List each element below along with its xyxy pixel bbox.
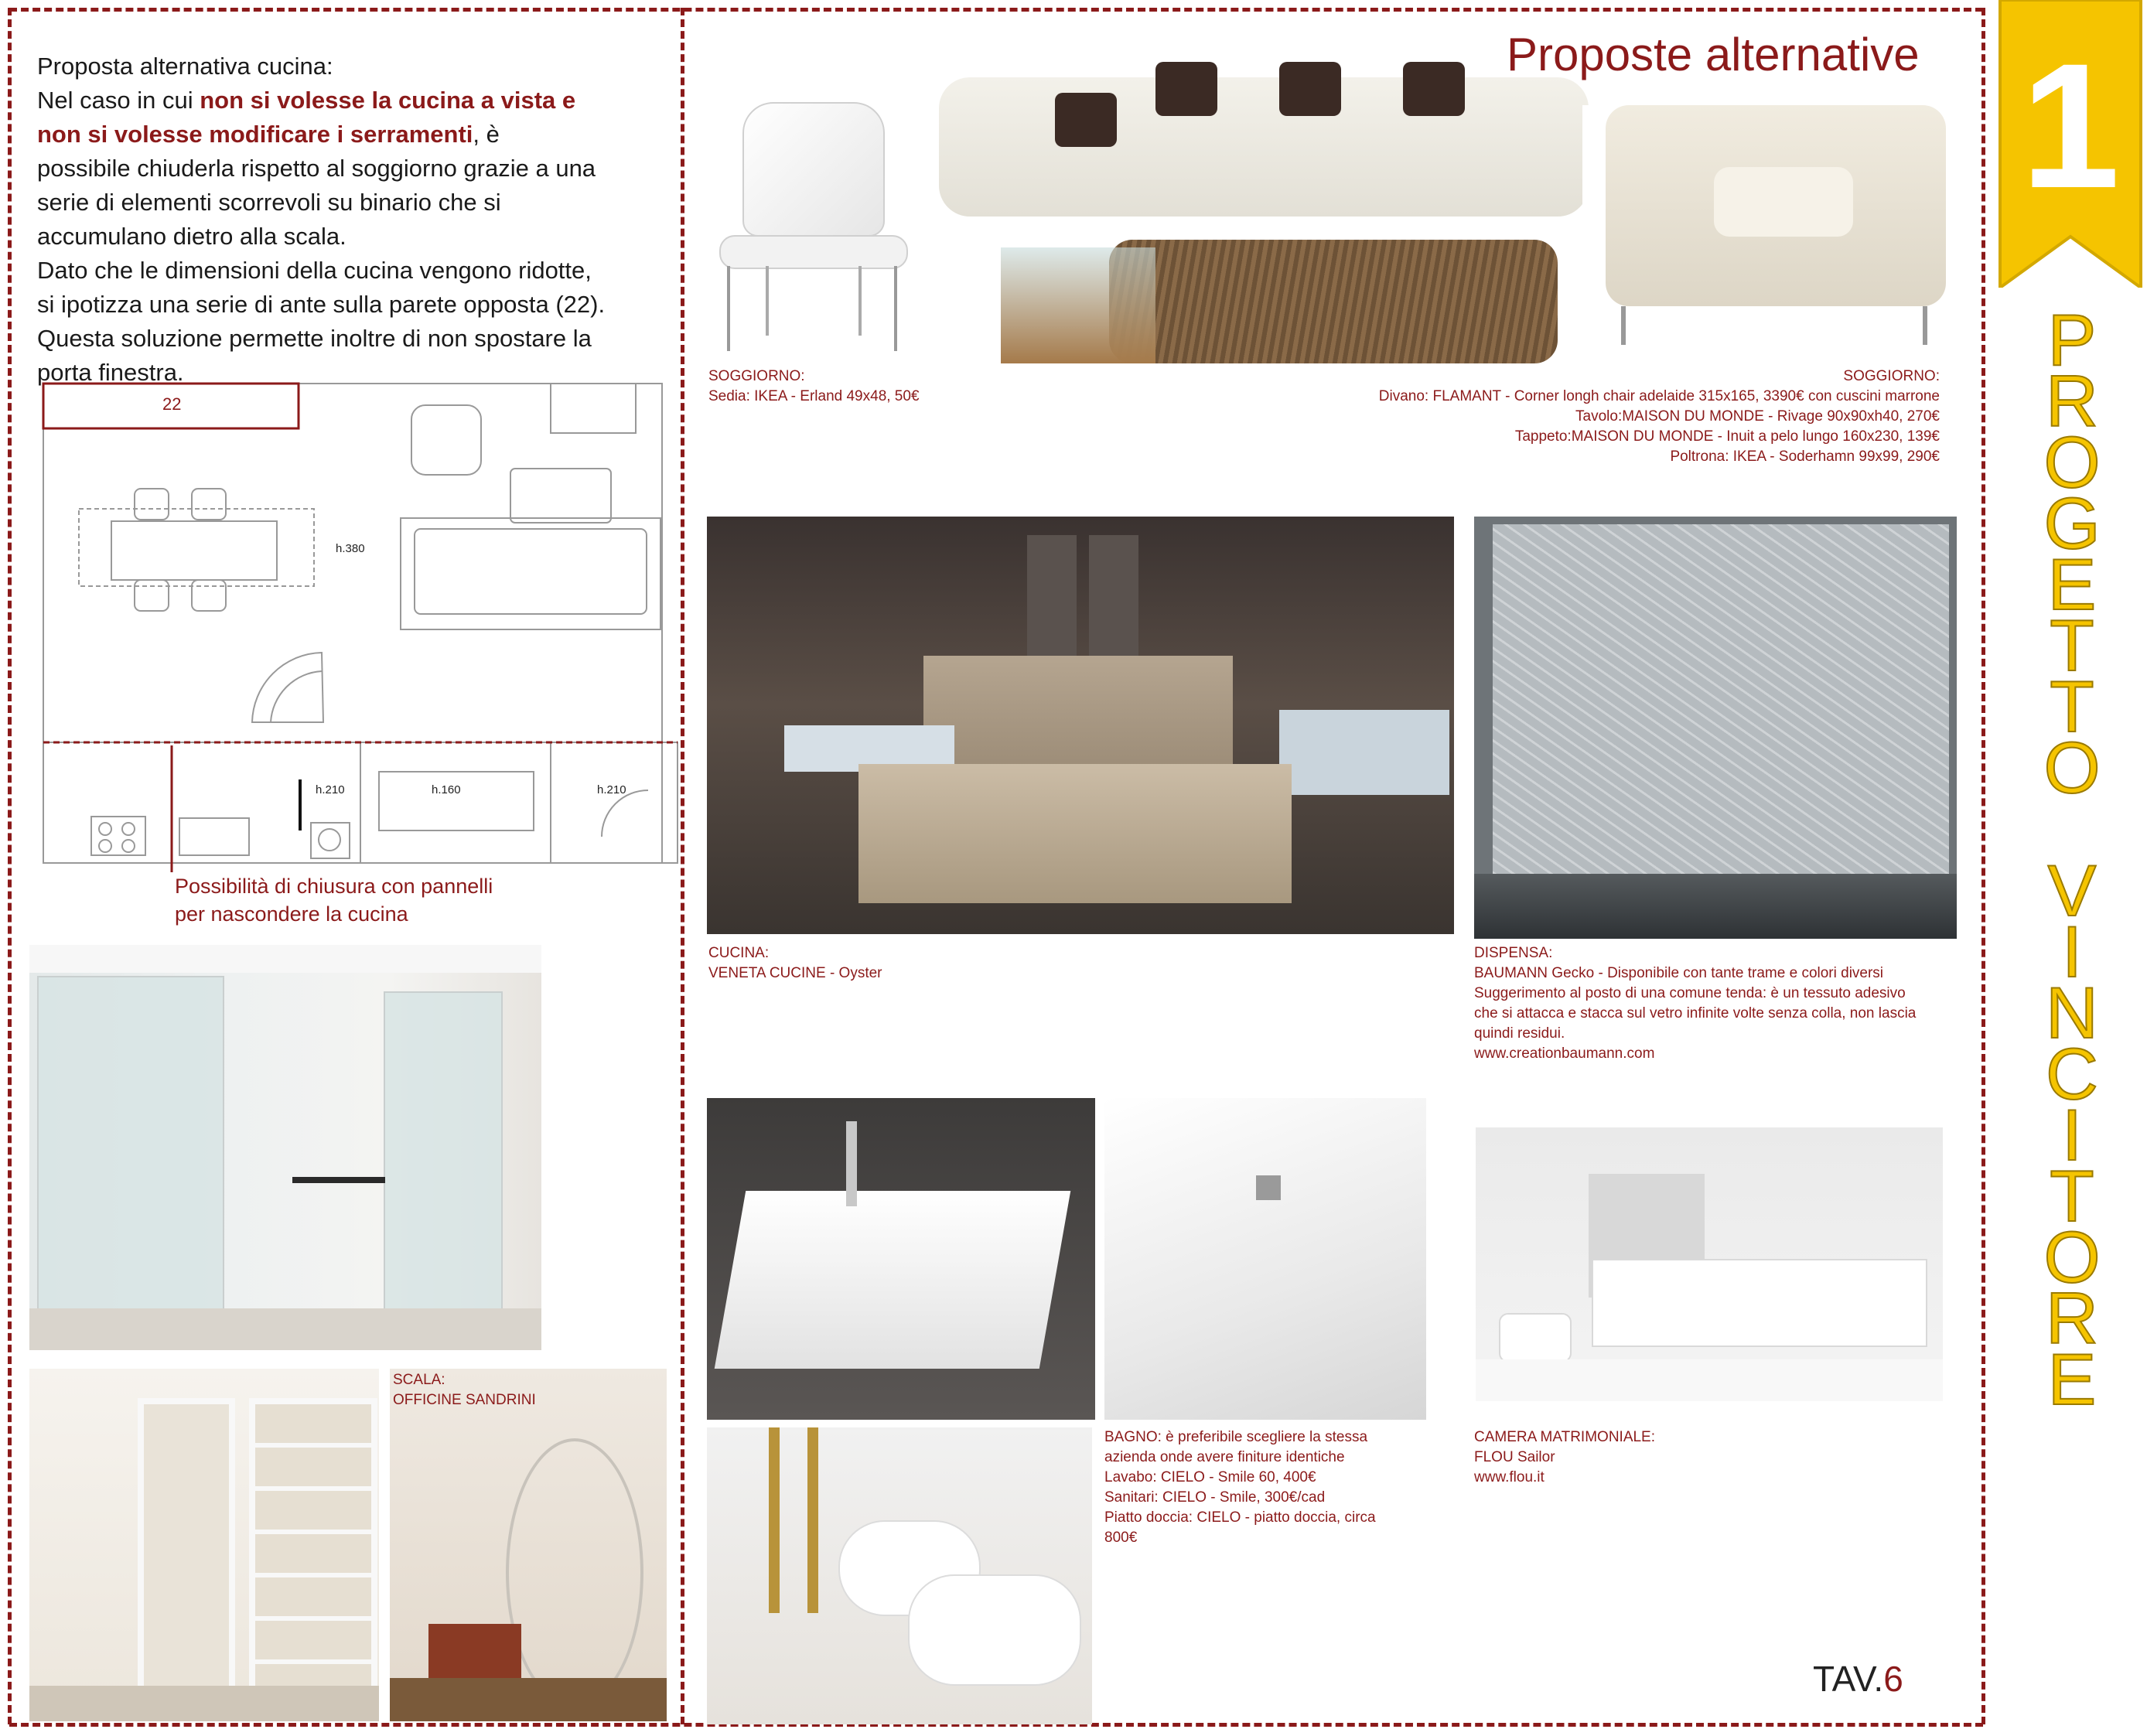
intro-line: serie di elementi scorrevoli su binario che si — [37, 189, 501, 216]
intro-line: si ipotizza una serie di ante sulla parete opposta (22). — [37, 291, 606, 318]
caption-soggiorno: SOGGIORNO: Divano: FLAMANT - Corner longh chair adelaide 315x165, 3390€ con cuscini marrone Tavolo:MAISON DU MONDE - Rivage 90x90xh40, 270€ Tappeto:MAISON DU MONDE - Inuit a pelo lungo 160x230, 139€ Poltrona: IKEA - Soderhamn 99x99, 290€ — [1378, 368, 1940, 465]
caption-sedia: SOGGIORNO: Sedia: IKEA - Erland 49x48, 50€ — [708, 368, 920, 404]
ribbon-letter: C — [2046, 1033, 2098, 1114]
plan-label-h210a: h.210 — [316, 783, 345, 796]
photo-bookshelf — [29, 1369, 379, 1721]
photo-sofa-set — [939, 31, 1632, 371]
caption-bagno: BAGNO: è preferibile scegliere la stessa azienda onde avere finiture identiche Lavabo: CIELO - Smile 60, 400€ Sanitari: CIELO - Smile, 300€/cad Piatto doccia: CIELO - piatto doccia, circa 800€ — [1104, 1429, 1376, 1546]
intro-line: non si volesse modificare i serramenti, è — [37, 121, 500, 148]
plan-label-h210b: h.210 — [597, 783, 626, 796]
ribbon-number: 1 — [2021, 26, 2120, 225]
frame-left — [8, 8, 12, 1724]
frame-right — [1981, 8, 1985, 1724]
ribbon-letter: E — [2047, 544, 2097, 625]
ribbon-letter: T — [2050, 666, 2094, 747]
photo-bedroom — [1476, 1127, 1943, 1401]
intro-line: Dato che le dimensioni della cucina vengono ridotte, — [37, 257, 592, 284]
ribbon-letter: I — [2061, 1094, 2083, 1175]
photo-kitchen — [707, 517, 1454, 934]
ribbon-letter: T — [2050, 605, 2094, 686]
ribbon-letter: O — [2043, 727, 2101, 808]
plan-note-line: per nascondere la cucina — [175, 902, 408, 926]
photo-armchair — [1582, 105, 1969, 353]
photo-window-film — [1474, 517, 1957, 939]
vertical-text — [1999, 299, 2145, 1420]
ribbon-letter: P — [2047, 299, 2097, 380]
intro-line: Questa soluzione permette inoltre di non spostare la — [37, 325, 592, 352]
ribbon-letter: T — [2050, 1155, 2094, 1236]
caption-cucina: CUCINA: VENETA CUCINE - Oyster — [708, 945, 882, 981]
page-title: Proposte alternative — [1507, 29, 1920, 80]
ribbon-letter: G — [2043, 483, 2101, 564]
ribbon-letter: R — [2046, 1277, 2098, 1359]
ribbon-badge — [1994, 0, 2147, 288]
photo-chair — [712, 96, 919, 359]
photo-shower-tray — [1104, 1098, 1426, 1420]
photo-sanitari — [707, 1427, 1092, 1724]
ribbon-letter: E — [2047, 1339, 2097, 1420]
ribbon-letter: N — [2046, 972, 2098, 1053]
ribbon-letter: R — [2046, 360, 2098, 442]
plan-label-22: 22 — [162, 394, 182, 414]
plan-note — [175, 872, 493, 928]
plan-label-h380: h.380 — [336, 542, 365, 555]
intro-line: porta finestra. — [37, 359, 184, 386]
plan-label-h160: h.160 — [432, 783, 461, 796]
intro-line: Proposta alternativa cucina: — [37, 53, 333, 80]
floor-plan — [28, 377, 682, 872]
plan-note-line: Possibilità di chiusura con pannelli — [175, 875, 493, 898]
photo-washbasin — [707, 1098, 1095, 1420]
intro-line: Nel caso in cui non si volesse la cucina a vista e — [37, 87, 576, 114]
intro-text — [37, 49, 664, 390]
ribbon-letter: O — [2043, 1216, 2101, 1298]
caption-camera: CAMERA MATRIMONIALE: FLOU Sailor www.flou.it — [1474, 1429, 1656, 1485]
ribbon-letter: V — [2047, 850, 2097, 931]
ribbon-letter: O — [2043, 421, 2101, 503]
photo-spiral-stair — [390, 1369, 667, 1721]
caption-dispensa: DISPENSA: BAUMANN Gecko - Disponibile con tante trame e colori diversi Suggerimento al posto di una comune tenda: è un tessuto adesivo che si attacca e stacca sul vetro infinite volte senza colla, non lascia quindi residui. www.creationbaumann.com — [1474, 945, 1917, 1062]
tav-label: TAV.6 — [1813, 1659, 1903, 1699]
photo-sliding-panels — [29, 945, 541, 1350]
intro-line: accumulano dietro alla scala. — [37, 223, 346, 250]
caption-scala: SCALA: OFFICINE SANDRINI — [393, 1372, 536, 1408]
frame-top — [9, 8, 1983, 12]
intro-line: possibile chiuderla rispetto al soggiorno grazie a una — [37, 155, 596, 182]
ribbon-letter: I — [2061, 911, 2083, 992]
